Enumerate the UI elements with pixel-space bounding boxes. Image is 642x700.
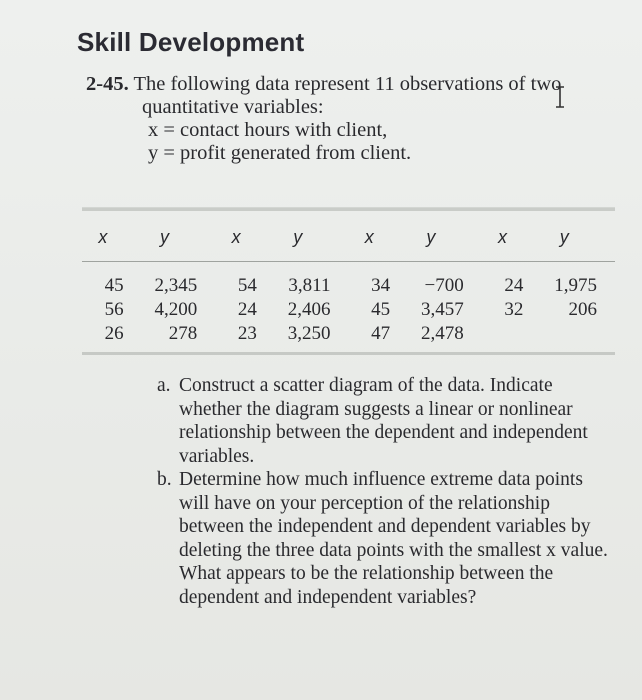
problem-parts xyxy=(157,374,617,609)
data-table xyxy=(82,207,615,355)
table-cell: −700 xyxy=(424,275,464,296)
table-row xyxy=(82,322,615,346)
part-a xyxy=(157,374,617,468)
col-header-x1: x xyxy=(98,226,108,247)
table-row xyxy=(82,262,615,298)
problem-first-line xyxy=(86,73,616,96)
col-header-x3: x xyxy=(364,226,374,247)
problem-2-45 xyxy=(86,73,616,165)
table-cell: 26 xyxy=(104,323,124,344)
section-title: Skill Development xyxy=(77,27,305,57)
table-row xyxy=(82,298,615,322)
table-cell: 32 xyxy=(504,299,524,320)
table-cell: 2,345 xyxy=(154,275,198,296)
part-b xyxy=(157,468,617,609)
table-cell: 278 xyxy=(168,323,198,344)
table-cell: 45 xyxy=(371,299,391,320)
table-cell: 34 xyxy=(371,275,391,296)
table-cell: 2,406 xyxy=(287,299,331,320)
table-cell: 23 xyxy=(237,323,257,344)
table-cell xyxy=(482,322,532,346)
part-b-label: b. xyxy=(157,469,172,490)
table-cell: 3,457 xyxy=(420,299,464,320)
table-cell: 45 xyxy=(104,275,124,296)
table-cell: 54 xyxy=(237,275,257,296)
table-cell xyxy=(531,322,615,346)
table-cell: 206 xyxy=(568,299,597,320)
definition-y: y = profit generated from client. xyxy=(148,142,412,164)
col-header-x4: x xyxy=(498,226,508,247)
table-cell: 1,975 xyxy=(554,275,597,296)
table-cell: 2,478 xyxy=(420,323,464,344)
table-cell: 47 xyxy=(371,323,391,344)
table-cell: 3,811 xyxy=(288,275,331,296)
part-b-text: Determine how much influence extreme data points will have on your perception of the relationship between the independent and dependent variables by deleting the three data points with the smallest x value. What appears to be the relationship between the dependent and independent variables? xyxy=(179,469,608,608)
table-header-row xyxy=(82,211,615,251)
table-cell: 3,250 xyxy=(287,323,331,344)
table-cell: 4,200 xyxy=(154,299,198,320)
problem-statement-line-1: The following data represent 11 observations of two xyxy=(133,73,562,95)
table-cell: 56 xyxy=(104,299,124,320)
table-cell: 24 xyxy=(504,275,524,296)
problem-statement-line-2: quantitative variables: xyxy=(142,96,324,118)
definition-x: x = contact hours with client, xyxy=(148,119,388,141)
table-cell: 24 xyxy=(237,299,257,320)
part-a-text: Construct a scatter diagram of the data. Indicate whether the diagram suggests a linear or nonlinear relationship between the dependent and independent variables. xyxy=(179,375,588,467)
table-bottom-rule xyxy=(82,352,615,355)
col-header-y1: y xyxy=(159,226,169,247)
col-header-y2: y xyxy=(293,226,303,247)
col-header-y4: y xyxy=(559,226,569,247)
col-header-x2: x xyxy=(231,226,241,247)
part-a-label: a. xyxy=(157,375,171,396)
problem-number: 2-45. xyxy=(86,73,129,95)
col-header-y3: y xyxy=(426,226,436,247)
